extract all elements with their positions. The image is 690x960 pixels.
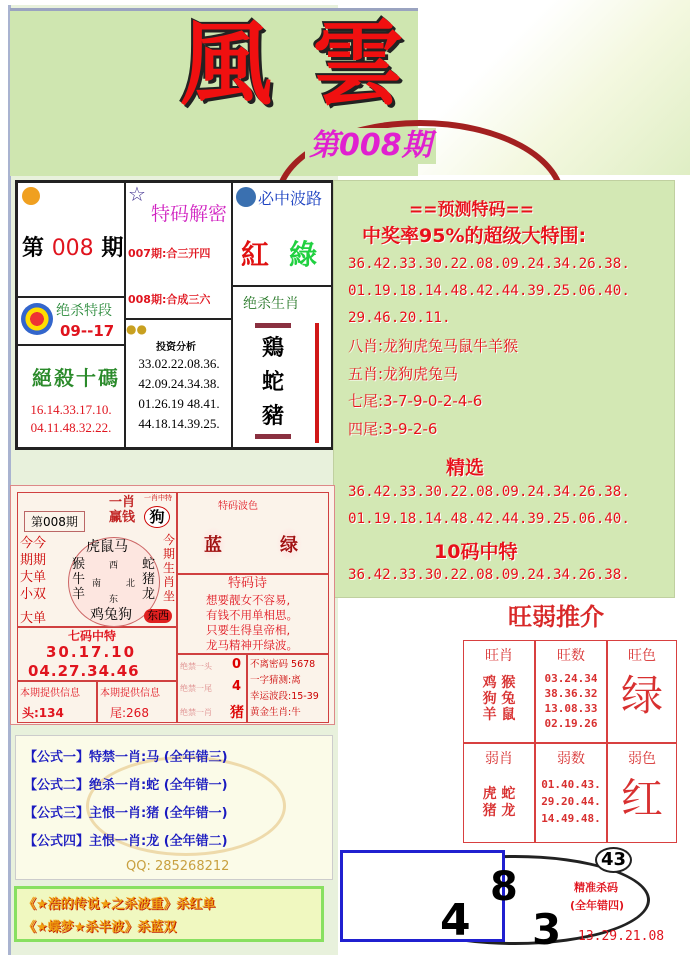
sit-text: 今期生肖坐 <box>163 533 176 603</box>
seven-row: 30.17.10 <box>46 643 137 661</box>
invest-cell <box>125 319 232 448</box>
code-decode-line: 008期:合成三六 <box>128 293 211 306</box>
kill-tail-value: 4 <box>232 679 242 694</box>
weak-num-row: 14.49.48. <box>541 812 601 825</box>
poem-line: 有钱不用单相思。 <box>206 608 298 622</box>
zodiac-animal: 蛇 <box>261 370 284 395</box>
kill-ten-cell <box>17 345 125 448</box>
left-col-text: 小双 <box>20 587 47 602</box>
page-title: 風雲 <box>180 10 445 118</box>
legend-line: 《★蝶梦★杀半波》杀蓝双 <box>23 920 177 935</box>
issue-cell <box>17 182 125 297</box>
number-row: 36.42.33.30.22.08.09.24.34.26.38. <box>348 484 630 500</box>
legend-box <box>14 886 324 942</box>
kill-ten-title: 絕殺十碼 <box>32 366 120 390</box>
kill-tail-label: 绝禁一尾 <box>180 684 212 693</box>
legend-line: 《★浩的传说★之杀波重》杀红单 <box>23 897 216 912</box>
tail-line: 四尾:3-9-2-6 <box>348 419 438 438</box>
ring-right: 蛇猪龙 <box>142 557 156 602</box>
prediction-title: ==预测特码== <box>409 200 534 220</box>
ring-bottom: 鸡兔狗 <box>90 607 132 623</box>
dir-south: 南 <box>92 579 102 589</box>
seven-box <box>17 627 177 681</box>
strong-color-cell <box>607 640 677 743</box>
info-grid <box>15 180 333 450</box>
number-row: 01.19.18.14.48.42.44.39.25.06.40. <box>348 283 630 299</box>
zodiac-line: 八肖:龙狗虎兔马鼠牛羊猴 <box>348 337 519 355</box>
seven-row: 04.27.34.46 <box>28 662 140 680</box>
wave-cell <box>232 182 332 286</box>
left-col-text: 大单 <box>20 570 47 585</box>
strong-zodiac-cell <box>463 640 535 743</box>
wave-title: 必中波路 <box>258 189 323 208</box>
yinyang-icon <box>21 303 53 335</box>
formula-row: 【公式一】特禁一肖:马 (全年错三) <box>24 750 228 765</box>
dog-badge: 狗 <box>144 506 170 528</box>
select-title: 精选 <box>446 457 485 479</box>
misc-box <box>247 654 329 723</box>
strong-color: 绿 <box>620 671 663 720</box>
tail-value: 尾:268 <box>110 706 149 720</box>
prediction-panel <box>333 180 675 598</box>
kill-segment-title: 绝杀特段 <box>56 303 112 319</box>
issue-suffix: 期 <box>101 236 124 261</box>
invest-row: 33.02.22.08.36. <box>138 356 220 371</box>
east-west: 东西 <box>144 609 172 623</box>
overlay-box <box>340 850 505 942</box>
info-label: 本期提供信息 <box>20 688 80 699</box>
head-box <box>17 681 97 723</box>
one-zodiac: 一肖赢钱 <box>108 495 135 525</box>
left-col-text: 今今 <box>20 536 47 551</box>
poem-box <box>177 574 329 654</box>
number-row: 29.46.20.11. <box>348 310 451 326</box>
paper-issue: 第008期 <box>24 511 85 532</box>
kill-ten-row: 16.14.33.17.10. <box>30 402 112 417</box>
strong-num-row: 03.24.34 <box>544 672 598 685</box>
formula-panel <box>15 735 333 880</box>
info-label: 本期提供信息 <box>100 688 160 699</box>
zodiac-pair: 鸡 猴 <box>482 675 516 691</box>
wave-color-title: 特码波色 <box>218 501 258 512</box>
kill-head-label: 绝禁一头 <box>180 662 212 671</box>
number-row: 36.42.33.30.22.08.09.24.34.26.38. <box>348 256 630 272</box>
kill-code-label: 精准杀码 <box>574 881 618 894</box>
zodiac-ring-box <box>17 492 177 627</box>
emblem-icon <box>22 187 40 205</box>
star-icon: ☆ <box>128 182 146 206</box>
strong-num-row: 02.19.26 <box>544 717 598 730</box>
zodiac-pair: 狗 兔 <box>482 691 516 707</box>
poem-line: 只要生得皇帝相, <box>206 623 291 637</box>
weak-num-row: 01.40.43. <box>541 778 601 791</box>
strong-num-row: 38.36.32 <box>544 687 598 700</box>
weak-color-cell <box>607 743 677 843</box>
zodiac-animal: 豬 <box>261 404 284 429</box>
kill-head-value: 0 <box>232 657 242 672</box>
kill-zodiac-cell <box>232 286 332 448</box>
strong-weak-title: 旺弱推介 <box>508 603 604 631</box>
formula-row: 【公式四】主恨一肖:龙 (全年错二) <box>24 834 228 849</box>
wave-red: 紅 <box>241 238 270 271</box>
knot-icon <box>315 323 319 443</box>
col-header: 弱肖 <box>485 751 513 767</box>
zodiac-line: 五肖:龙狗虎兔马 <box>348 364 459 383</box>
kill-segment-value: 09--17 <box>60 322 115 340</box>
kill-zodiac-title: 绝杀生肖 <box>243 296 299 312</box>
dir-east: 东 <box>109 595 119 605</box>
weak-num-row: 29.20.44. <box>541 795 601 808</box>
invest-title: 投资分析 <box>156 342 196 353</box>
strong-weak-panel <box>460 600 675 845</box>
big-digit: 8 <box>490 864 518 910</box>
kill-code-fish <box>340 845 675 955</box>
zodiac-animal: 鶏 <box>261 336 284 361</box>
kill-ten-row: 04.11.48.32.22. <box>30 420 112 435</box>
weak-zodiac-cell <box>463 743 535 843</box>
lucky-wave: 幸运波段:15-39 <box>250 691 319 702</box>
kill-zod-label: 绝禁一肖 <box>180 708 212 717</box>
big-single: 大单 <box>20 611 47 626</box>
weak-color: 红 <box>620 774 663 823</box>
kill-box <box>177 654 247 723</box>
zodiac-pair: 虎 蛇 <box>482 786 516 802</box>
issue-number: 008 <box>51 236 94 261</box>
strong-nums-cell <box>535 640 607 743</box>
newspaper-panel <box>10 485 335 725</box>
coins-icon: ●● <box>126 322 147 336</box>
dir-west: 西 <box>109 561 119 571</box>
badge-icon <box>236 187 256 207</box>
wave-box <box>177 492 329 574</box>
big-digit: 3 <box>532 905 562 954</box>
ring-top: 虎鼠马 <box>86 539 128 555</box>
formula-row: 【公式二】绝杀一肖:蛇 (全年错一) <box>24 778 228 793</box>
ball-43: 43 <box>595 847 632 873</box>
number-row: 01.19.18.14.48.42.44.39.25.06.40. <box>348 511 630 527</box>
big-digit: 4 <box>440 895 471 946</box>
number-row: 36.42.33.30.22.08.09.24.34.26.38. <box>348 567 630 583</box>
left-col-text: 期期 <box>20 553 47 568</box>
poem-line: 龙马精神开绿波。 <box>206 638 298 652</box>
qq-watermark: QQ: 285268212 <box>126 859 230 874</box>
kill-segment-cell <box>17 297 125 345</box>
col-header: 旺数 <box>557 648 585 664</box>
kill-code-sub: (全年错四) <box>570 899 625 912</box>
ring-left: 猴牛羊 <box>72 557 86 602</box>
dir-north: 北 <box>126 579 136 589</box>
issue-label: 第 <box>22 236 45 261</box>
col-header: 弱色 <box>628 751 656 767</box>
tail-box <box>97 681 177 723</box>
header-issue: 第008期 <box>305 128 436 164</box>
code-decode-cell <box>125 182 232 319</box>
col-header: 旺色 <box>628 648 656 664</box>
code-decode-line: 007期:合三开四 <box>128 247 211 260</box>
kill-code-nums: 13.29.21.08 <box>578 929 665 944</box>
prediction-subtitle: 中奖率95%的超级大特围: <box>362 225 587 247</box>
formula-row: 【公式三】主恨一肖:猪 (全年错一) <box>24 806 228 821</box>
code-decode-title: 特码解密 <box>151 203 228 225</box>
secret-code: 不离密码 5678 <box>250 659 316 670</box>
wave-green: 绿 <box>276 527 302 561</box>
one-word-guess: 一字猜测:离 <box>250 675 301 686</box>
col-header: 弱数 <box>557 751 585 767</box>
golden-zodiac: 黄金生肖:牛 <box>250 707 301 718</box>
wave-green: 綠 <box>289 238 318 271</box>
invest-row: 01.26.19 48.41. <box>138 396 220 411</box>
kill-zod-value: 猪 <box>230 705 244 721</box>
poem-title: 特码诗 <box>228 576 268 591</box>
zodiac-pair: 羊 鼠 <box>482 707 516 723</box>
ten-title: 10码中特 <box>434 541 518 563</box>
head-value: 头:134 <box>22 706 64 720</box>
strong-num-row: 13.08.33 <box>544 702 598 715</box>
weak-nums-cell <box>535 743 607 843</box>
col-header: 旺肖 <box>485 648 513 664</box>
seven-title: 七码中特 <box>68 629 117 643</box>
poem-line: 想要靓女不容易, <box>206 593 291 607</box>
tail-line: 七尾:3-7-9-0-2-4-6 <box>348 392 483 410</box>
invest-row: 44.18.14.39.25. <box>138 416 220 431</box>
wave-blue: 蓝 <box>200 527 226 561</box>
invest-row: 42.09.24.34.38. <box>138 376 220 391</box>
zodiac-pair: 猪 龙 <box>482 803 516 819</box>
top-tag: 一肖中特 <box>144 494 172 502</box>
